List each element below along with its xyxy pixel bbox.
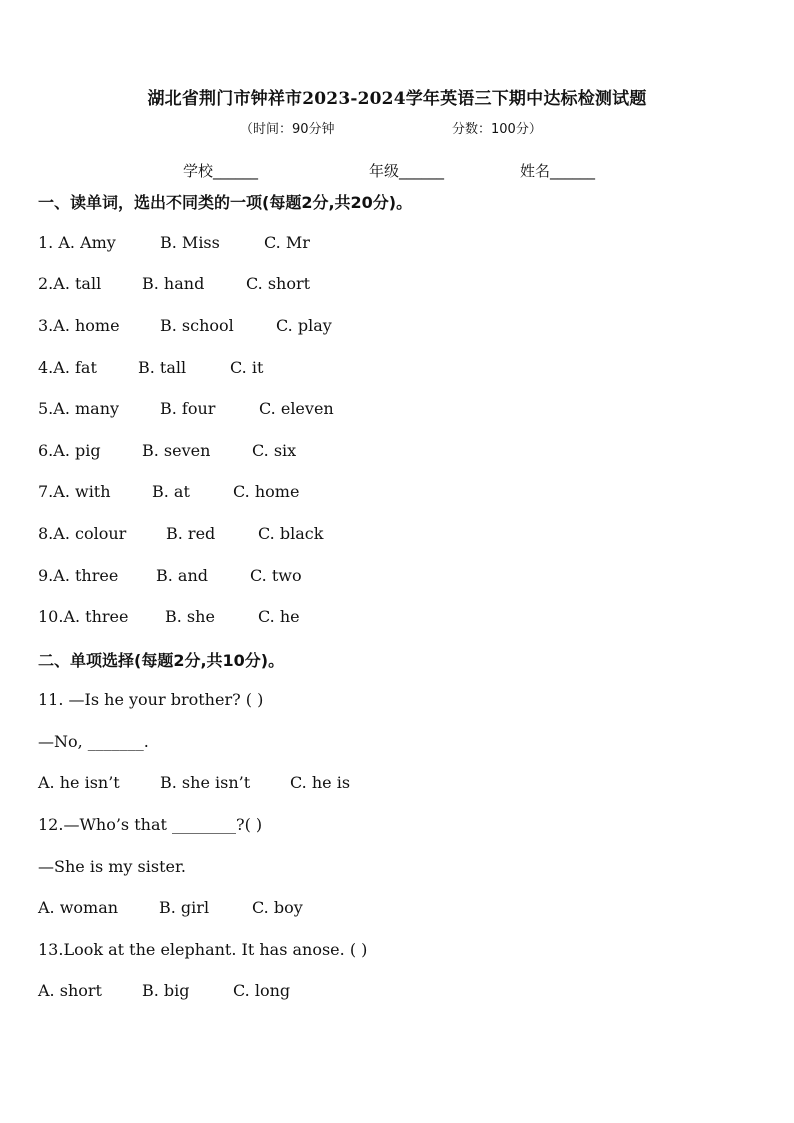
question-11-reply: —No, _______. [38, 732, 149, 751]
option-c: C. six [252, 441, 297, 460]
time-limit: （时间：90分钟 [240, 122, 335, 137]
total-score: 分数：100分） [452, 122, 542, 137]
option-b: B. girl [159, 898, 210, 917]
option-a: 4.A. fat [38, 358, 97, 377]
option-c: C. he is [290, 773, 351, 792]
section-1-heading: 一、读单词，选出不同类的一项(每题2分,共20分)。 [38, 193, 413, 212]
option-a: 7.A. with [38, 482, 111, 501]
option-a: 2.A. tall [38, 274, 102, 293]
option-a: 3.A. home [38, 316, 120, 335]
option-c: C. short [246, 274, 311, 293]
option-b: B. Miss [160, 233, 220, 252]
option-a: A. he isn’t [38, 773, 120, 792]
section-2-heading: 二、单项选择(每题2分,共10分)。 [38, 651, 285, 670]
option-c: C. long [233, 981, 291, 1000]
option-b: B. tall [138, 358, 187, 377]
option-c: C. boy [252, 898, 303, 917]
school-field: 学校______ [183, 162, 259, 180]
question-12-stem: 12.—Who’s that ________?( ) [38, 815, 263, 834]
option-a: 9.A. three [38, 566, 119, 585]
option-c: C. it [230, 358, 264, 377]
name-field: 姓名______ [520, 162, 596, 180]
option-b: B. she isn’t [160, 773, 251, 792]
option-b: B. seven [142, 441, 211, 460]
option-a: A. woman [38, 898, 119, 917]
option-b: B. four [160, 399, 216, 418]
question-12-reply: —She is my sister. [38, 857, 186, 876]
question-13-stem: 13.Look at the elephant. It has anose. ( ) [38, 940, 368, 959]
option-a: 8.A. colour [38, 524, 127, 543]
option-b: B. big [142, 981, 190, 1000]
option-b: B. hand [142, 274, 205, 293]
grade-field: 年级______ [369, 162, 445, 180]
option-c: C. Mr [264, 233, 310, 252]
option-b: B. she [165, 607, 215, 626]
option-a: A. short [38, 981, 102, 1000]
option-b: B. and [156, 566, 209, 585]
option-a: 5.A. many [38, 399, 120, 418]
option-b: B. red [166, 524, 216, 543]
option-b: B. at [152, 482, 190, 501]
option-c: C. home [233, 482, 300, 501]
option-a: 1. A. Amy [38, 233, 116, 252]
option-c: C. black [258, 524, 324, 543]
question-11-stem: 11. —Is he your brother? ( ) [38, 690, 264, 709]
option-b: B. school [160, 316, 234, 335]
option-a: 10.A. three [38, 607, 129, 626]
option-c: C. he [258, 607, 300, 626]
page-title: 湖北省荆门市钟祥市2023-2024学年英语三下期中达标检测试题 [147, 89, 647, 109]
option-c: C. play [276, 316, 332, 335]
option-a: 6.A. pig [38, 441, 101, 460]
option-c: C. two [250, 566, 302, 585]
option-c: C. eleven [259, 399, 334, 418]
